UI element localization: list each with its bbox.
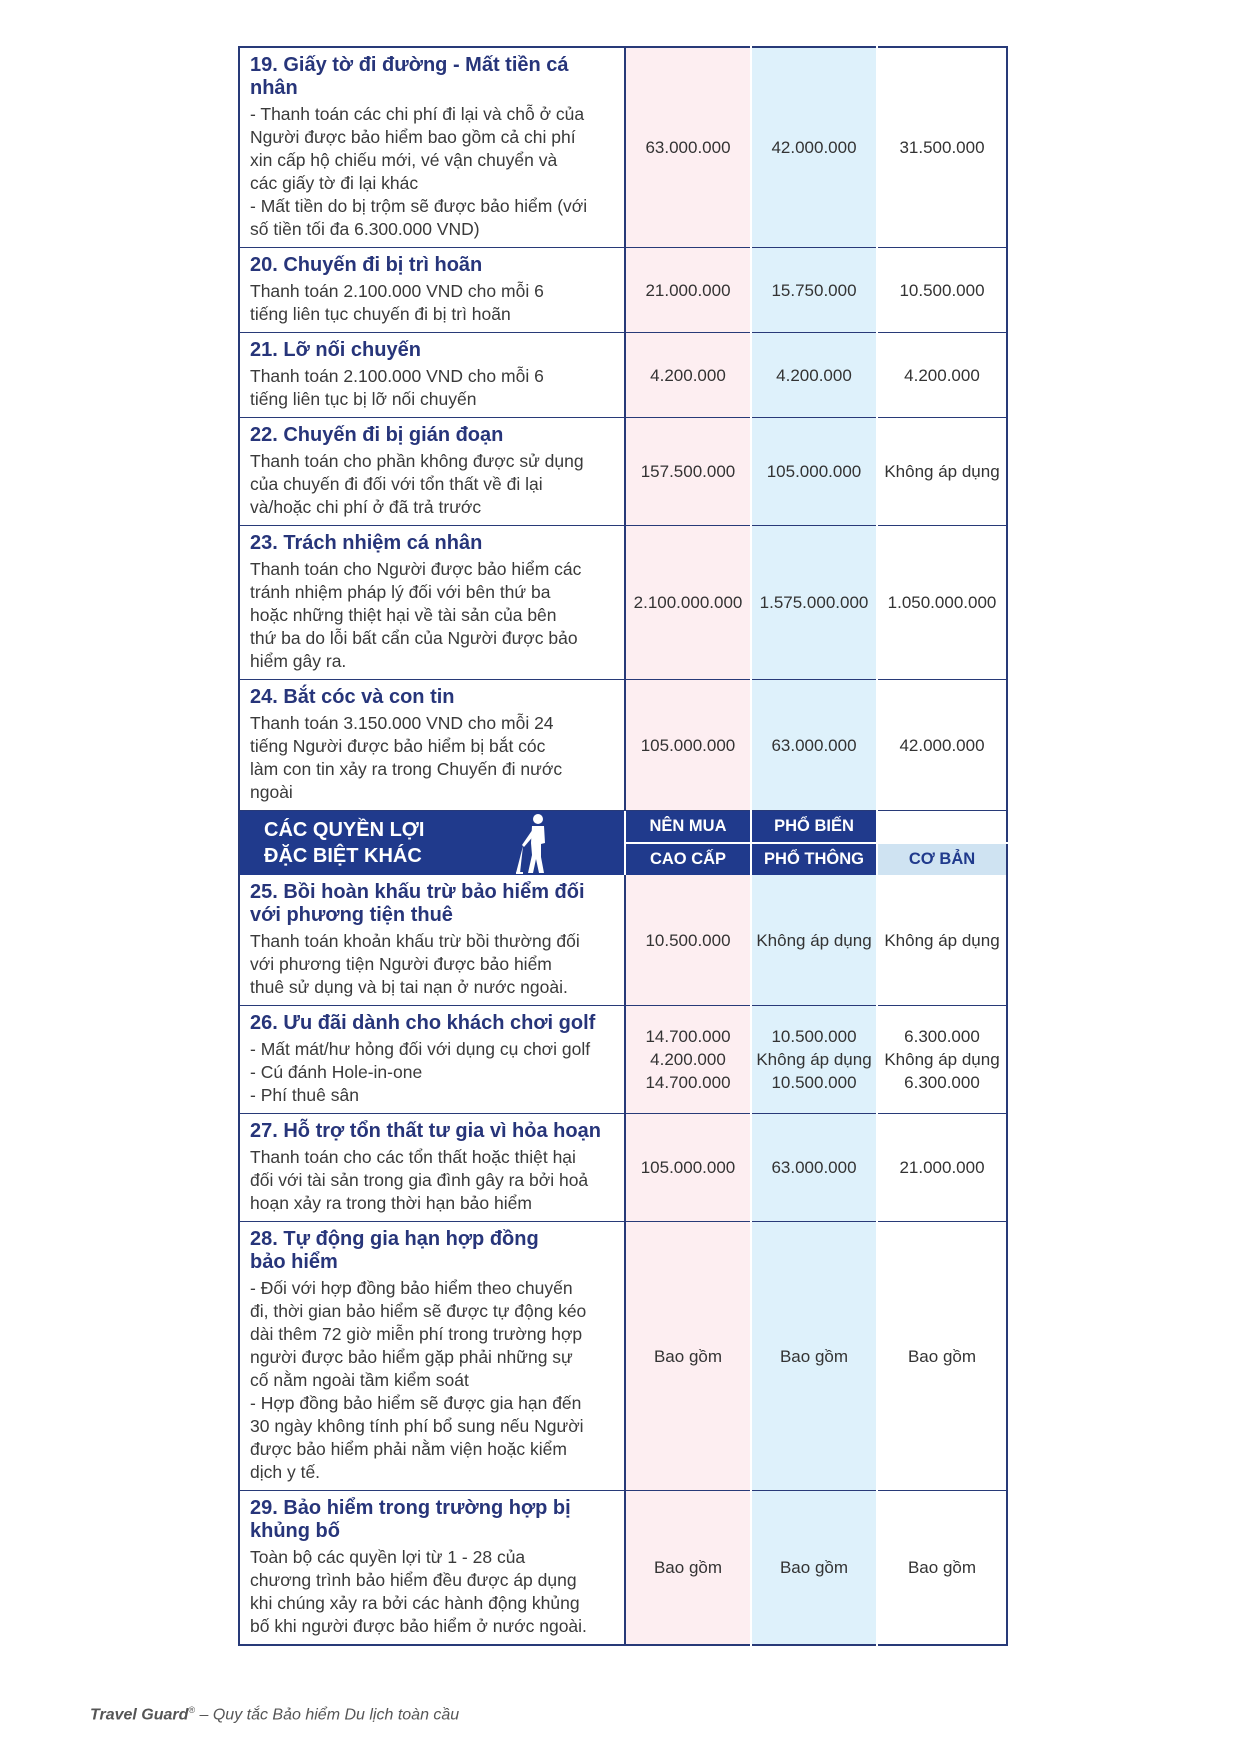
benefit-title: 24. Bắt cóc và con tin bbox=[250, 686, 455, 708]
value-standard-line: Bao gồm bbox=[779, 1346, 849, 1366]
benefit-body-line: - Phí thuê sân bbox=[250, 1085, 359, 1105]
benefit-body bbox=[250, 1038, 614, 1107]
plan-label-popular: PHỔ BIẾN bbox=[751, 811, 877, 844]
plan-name-premium: CAO CẤP bbox=[625, 843, 751, 875]
benefit-row bbox=[239, 1114, 1007, 1222]
benefit-description bbox=[239, 1491, 625, 1646]
benefit-body-line: bố khi người được bảo hiểm ở nước ngoài. bbox=[250, 1616, 587, 1636]
value-basic bbox=[877, 1222, 1007, 1491]
benefit-body-line: làm con tin xảy ra trong Chuyến đi nước bbox=[250, 759, 563, 779]
benefit-row bbox=[239, 526, 1007, 680]
value-basic-line: 21.000.000 bbox=[899, 1158, 985, 1177]
benefit-body-line: chương trình bảo hiểm đều được áp dụng bbox=[250, 1570, 577, 1590]
benefit-body-line: Thanh toán 2.100.000 VND cho mỗi 6 bbox=[250, 281, 544, 301]
value-basic: 10.500.000 bbox=[877, 248, 1007, 333]
value-premium-line: 105.000.000 bbox=[640, 1158, 736, 1177]
benefit-description bbox=[239, 333, 625, 418]
benefit-body-line: tiếng liên tục bị lỡ nối chuyến bbox=[250, 389, 477, 409]
benefit-body-line: số tiền tối đa 6.300.000 VND) bbox=[250, 219, 480, 239]
benefit-body-line: các giấy tờ đi lại khác bbox=[250, 173, 419, 193]
benefit-title: 22. Chuyến đi bị gián đoạn bbox=[250, 424, 504, 446]
benefit-title-line: bảo hiểm bbox=[250, 1251, 338, 1273]
value-standard-line: 10.500.000 bbox=[771, 1027, 857, 1046]
benefit-body-line: người được bảo hiểm gặp phải những sự bbox=[250, 1347, 573, 1367]
benefit-body-line: Thanh toán cho các tổn thất hoặc thiệt hại bbox=[250, 1147, 576, 1167]
benefit-body-line: hiểm gây ra. bbox=[250, 651, 347, 671]
value-premium: 105.000.000 bbox=[625, 680, 751, 811]
benefit-body-line: Thanh toán cho phần không được sử dụng bbox=[250, 451, 584, 471]
benefit-body-line: Người được bảo hiểm bao gồm cả chi phí bbox=[250, 127, 576, 147]
value-standard-line: Không áp dụng bbox=[756, 1050, 872, 1069]
value-standard bbox=[751, 875, 877, 1006]
value-premium-line: Bao gồm bbox=[653, 1346, 723, 1366]
benefit-title-line: với phương tiện thuê bbox=[250, 904, 453, 926]
value-premium bbox=[625, 1491, 751, 1646]
value-premium-line: 4.200.000 bbox=[650, 1050, 726, 1069]
value-premium: 157.500.000 bbox=[625, 418, 751, 526]
benefit-description bbox=[239, 875, 625, 1006]
benefit-body-line: khi chúng xảy ra bởi các hành động khủng bbox=[250, 1593, 580, 1613]
benefit-body-line: Thanh toán khoản khấu trừ bồi thường đối bbox=[250, 931, 580, 951]
benefit-description bbox=[239, 1114, 625, 1222]
value-premium-line: 10.500.000 bbox=[645, 930, 731, 950]
benefit-title-line: 25. Bồi hoàn khấu trừ bảo hiểm đối bbox=[250, 881, 585, 903]
plan-name-basic: CƠ BẢN bbox=[877, 843, 1007, 875]
footer-text: – Quy tắc Bảo hiểm Du lịch toàn cầu bbox=[195, 1706, 460, 1724]
benefit-body-line: đối với tài sản trong gia đình gây ra bởi hoả bbox=[250, 1170, 589, 1190]
benefit-body-line: và/hoặc chi phí ở đã trả trước bbox=[250, 497, 482, 517]
value-basic-line: Không áp dụng bbox=[884, 1050, 1000, 1069]
benefit-body-line: dịch y tế. bbox=[250, 1462, 321, 1482]
benefit-body-line: Toàn bộ các quyền lợi từ 1 - 28 của bbox=[250, 1547, 526, 1567]
benefit-title-line: 28. Tự động gia hạn hợp đồng bbox=[250, 1228, 539, 1250]
benefit-title: 19. Giấy tờ đi đường - Mất tiền cá nhân bbox=[250, 54, 569, 99]
benefit-row bbox=[239, 47, 1007, 248]
section-title-line-1: CÁC QUYỀN LỢI bbox=[264, 819, 425, 841]
benefit-description bbox=[239, 680, 625, 811]
benefit-row bbox=[239, 875, 1007, 1006]
benefit-body bbox=[250, 712, 614, 804]
benefit-body-line: Thanh toán 3.150.000 VND cho mỗi 24 bbox=[250, 713, 554, 733]
value-standard bbox=[751, 1114, 877, 1222]
value-basic-line: 6.300.000 bbox=[904, 1073, 980, 1092]
benefit-body-line: cố nằm ngoài tầm kiểm soát bbox=[250, 1370, 469, 1390]
benefit-body-line: - Hợp đồng bảo hiểm sẽ được gia hạn đến bbox=[250, 1393, 582, 1413]
value-basic bbox=[877, 1491, 1007, 1646]
value-basic: 1.050.000.000 bbox=[877, 526, 1007, 680]
benefit-body-line: hoặc những thiệt hại về tài sản của bên bbox=[250, 605, 557, 625]
value-standard-line: Bao gồm bbox=[779, 1558, 849, 1577]
benefit-row bbox=[239, 680, 1007, 811]
value-standard bbox=[751, 1222, 877, 1491]
benefit-body-line: đi, thời gian bảo hiểm sẽ được tự động kéo bbox=[250, 1301, 587, 1321]
benefit-title bbox=[250, 1228, 614, 1274]
benefit-description bbox=[239, 526, 625, 680]
benefit-body-line: - Mất mát/hư hỏng đối với dụng cụ chơi golf bbox=[250, 1039, 591, 1059]
benefit-title: 20. Chuyến đi bị trì hoãn bbox=[250, 254, 483, 276]
benefit-title-line: khủng bố bbox=[250, 1520, 340, 1542]
value-basic bbox=[877, 1006, 1007, 1114]
value-standard-line: Không áp dụng bbox=[756, 930, 872, 950]
benefit-body-line: xin cấp hộ chiếu mới, vé vận chuyển và bbox=[250, 150, 558, 170]
benefit-title-line: 27. Hỗ trợ tổn thất tư gia vì hỏa hoạn bbox=[250, 1120, 601, 1142]
benefit-body bbox=[250, 365, 614, 411]
plan-label-recommended: NÊN MUA bbox=[625, 811, 751, 844]
benefit-description bbox=[239, 248, 625, 333]
benefit-row bbox=[239, 1222, 1007, 1491]
benefit-body bbox=[250, 930, 614, 999]
benefit-title: 21. Lỡ nối chuyến bbox=[250, 339, 421, 361]
value-premium: 4.200.000 bbox=[625, 333, 751, 418]
benefit-body-line: Thanh toán cho Người được bảo hiểm các bbox=[250, 559, 582, 579]
value-standard bbox=[751, 1491, 877, 1646]
benefit-body-line: dài thêm 72 giờ miễn phí trong trường hợp bbox=[250, 1324, 583, 1344]
benefit-body bbox=[250, 280, 614, 326]
value-basic-line: Bao gồm bbox=[907, 1346, 977, 1366]
value-premium bbox=[625, 1114, 751, 1222]
benefit-title bbox=[250, 881, 614, 927]
benefit-row bbox=[239, 418, 1007, 526]
value-basic bbox=[877, 875, 1007, 1006]
benefit-title bbox=[250, 1012, 614, 1035]
benefit-body bbox=[250, 450, 614, 519]
value-standard-line: 10.500.000 bbox=[771, 1073, 857, 1092]
benefit-body bbox=[250, 558, 614, 673]
value-standard: 42.000.000 bbox=[751, 47, 877, 248]
section-header-row bbox=[239, 811, 1007, 844]
benefit-row bbox=[239, 248, 1007, 333]
value-premium: 63.000.000 bbox=[625, 47, 751, 248]
benefit-body-line: hoạn xảy ra trong thời hạn bảo hiểm bbox=[250, 1193, 532, 1213]
section-title bbox=[239, 811, 625, 876]
value-basic bbox=[877, 1114, 1007, 1222]
benefit-body-line: tránh nhiệm pháp lý đối với bên thứ ba bbox=[250, 582, 551, 602]
value-standard-line: 63.000.000 bbox=[771, 1158, 857, 1177]
benefit-description bbox=[239, 1006, 625, 1114]
benefit-body-line: thứ ba do lỗi bất cẩn của Người được bảo bbox=[250, 628, 578, 648]
benefit-description bbox=[239, 1222, 625, 1491]
benefit-body bbox=[250, 1146, 614, 1215]
value-basic: 31.500.000 bbox=[877, 47, 1007, 248]
benefit-body-line: - Thanh toán các chi phí đi lại và chỗ ở của bbox=[250, 104, 585, 124]
benefit-body-line: được bảo hiểm phải nằm viện hoặc kiểm bbox=[250, 1439, 567, 1459]
benefit-body-line: 30 ngày không tính phí bổ sung nếu Người bbox=[250, 1416, 584, 1436]
value-basic: Không áp dụng bbox=[877, 418, 1007, 526]
footer-brand: Travel Guard bbox=[90, 1706, 189, 1724]
value-basic-line: Không áp dụng bbox=[884, 930, 1000, 950]
value-standard: 4.200.000 bbox=[751, 333, 877, 418]
benefit-body bbox=[250, 103, 614, 241]
section-title-line-2: ĐẶC BIỆT KHÁC bbox=[264, 845, 422, 867]
benefit-body-line: - Đối với hợp đồng bảo hiểm theo chuyến bbox=[250, 1278, 573, 1298]
page-footer bbox=[90, 1705, 459, 1724]
benefits-table-container bbox=[238, 46, 1006, 1646]
benefit-body-line: tiếng liên tục chuyến đi bị trì hoãn bbox=[250, 304, 511, 324]
value-standard bbox=[751, 1006, 877, 1114]
value-premium-line: 14.700.000 bbox=[645, 1027, 731, 1046]
benefit-title-line: 29. Bảo hiểm trong trường hợp bị bbox=[250, 1497, 571, 1519]
plan-name-standard: PHỔ THÔNG bbox=[751, 843, 877, 875]
benefit-description bbox=[239, 47, 625, 248]
benefit-body-line: của chuyến đi đối với tổn thất về đi lại bbox=[250, 474, 543, 494]
benefit-body-line: ngoài bbox=[250, 782, 293, 802]
benefit-title: 23. Trách nhiệm cá nhân bbox=[250, 532, 483, 554]
benefit-body bbox=[250, 1546, 614, 1638]
benefit-body-line: Thanh toán 2.100.000 VND cho mỗi 6 bbox=[250, 366, 544, 386]
benefit-title bbox=[250, 1120, 614, 1143]
value-standard: 63.000.000 bbox=[751, 680, 877, 811]
value-basic-line: 6.300.000 bbox=[904, 1027, 980, 1046]
benefit-title-line: 26. Ưu đãi dành cho khách chơi golf bbox=[250, 1012, 596, 1034]
benefit-body bbox=[250, 1277, 614, 1484]
value-premium: 21.000.000 bbox=[625, 248, 751, 333]
benefit-body-line: với phương tiện Người được bảo hiểm bbox=[250, 954, 552, 974]
value-basic-line: Bao gồm bbox=[907, 1558, 977, 1577]
value-premium: 2.100.000.000 bbox=[625, 526, 751, 680]
benefit-body-line: - Cú đánh Hole-in-one bbox=[250, 1062, 423, 1082]
value-premium-line: 14.700.000 bbox=[645, 1073, 731, 1092]
benefit-body-line: - Mất tiền do bị trộm sẽ được bảo hiểm (với bbox=[250, 196, 588, 216]
value-basic: 42.000.000 bbox=[877, 680, 1007, 811]
value-standard: 105.000.000 bbox=[751, 418, 877, 526]
value-premium bbox=[625, 1006, 751, 1114]
value-basic: 4.200.000 bbox=[877, 333, 1007, 418]
benefit-row bbox=[239, 1491, 1007, 1646]
benefits-table bbox=[238, 46, 1008, 1646]
benefit-row bbox=[239, 333, 1007, 418]
value-premium-line: Bao gồm bbox=[653, 1558, 723, 1577]
value-premium bbox=[625, 1222, 751, 1491]
value-standard: 1.575.000.000 bbox=[751, 526, 877, 680]
value-standard: 15.750.000 bbox=[751, 248, 877, 333]
benefit-title bbox=[250, 1497, 614, 1543]
benefit-description bbox=[239, 418, 625, 526]
benefit-body-line: tiếng Người được bảo hiểm bị bắt cóc bbox=[250, 736, 546, 756]
value-premium bbox=[625, 875, 751, 1006]
benefit-row bbox=[239, 1006, 1007, 1114]
footer-registered-mark: ® bbox=[188, 1705, 196, 1715]
golfer-icon bbox=[514, 813, 554, 877]
benefit-body-line: thuê sử dụng và bị tai nạn ở nước ngoài. bbox=[250, 977, 568, 997]
